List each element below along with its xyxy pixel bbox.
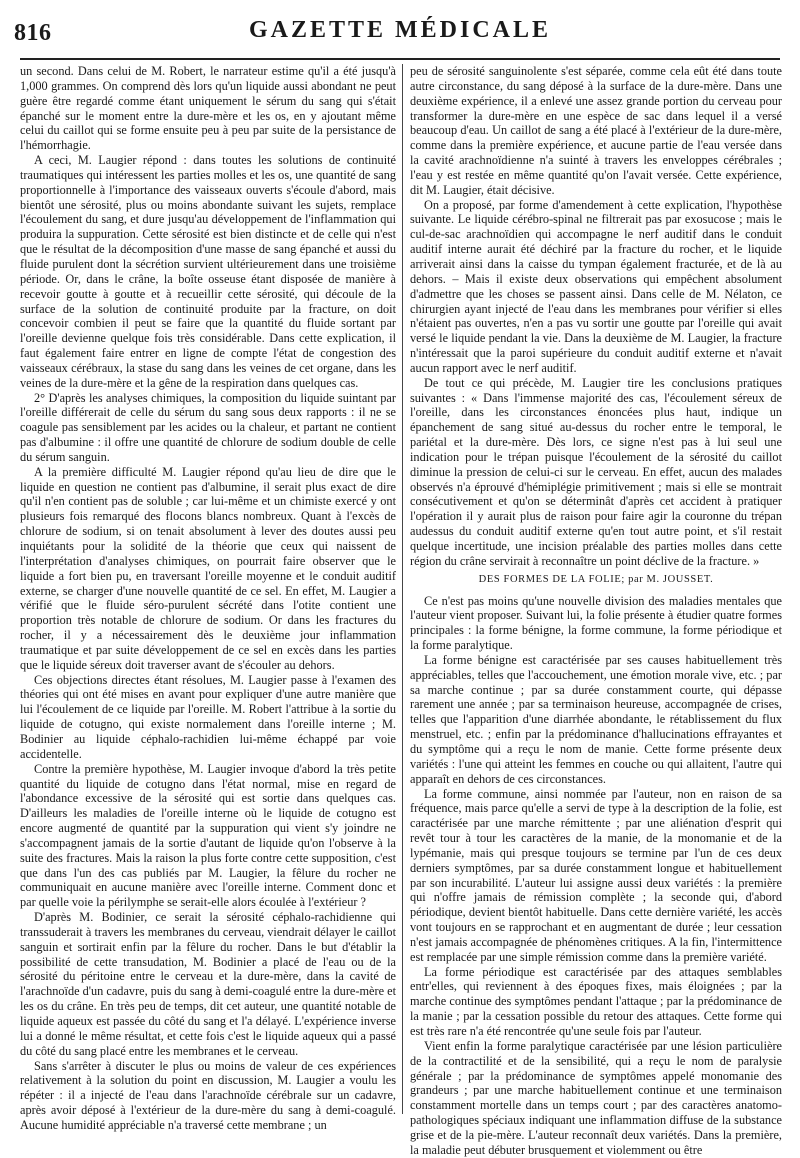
article-paragraph: A ceci, M. Laugier répond : dans toutes les solutions de continuité traumatiques qui intéressent les parties molles et les os, une quantité de sang proportionnelle à l'importance des vaisseaux ouverts s'écoule d'abord, mais bientôt une sérosité, plus ou moins abondante suivant les sujets, remplace l'écoulement du sang, et dure jusqu'au développement de l'inflammation qui produira la suppuration. Cette sérosité est bien distincte et de celle qui n'est que le résultat de la décomposition d'une masse de sang épanché et aussi du fluide purulent dont la sécrétion survient ultérieurement dans une troisième période. Or, dans le crâne, la boîte osseuse étant disposée de manière à recevoir goutte à goutte et à recueillir cette sérosité, qui découle de la surface de la solution de continuité produite par la fracture, on doit concevoir combien il peut se faire que la quantité du fluide sortant par l'oreille devienne quelque fois très considérable. Dans cette explication, il faut également faire entrer en ligne de compte l'état de congestion des vaisseaux cérébraux, la stase du sang dans les veines de cet organe, dans les veines de la dure-mère et la gêne de la respiration dans quelques cas. (20, 153, 396, 390)
section-byline: ; par M. JOUSSET. (621, 573, 714, 585)
article-paragraph: Ces objections directes étant résolues, M. Laugier passe à l'examen des théories qui ont été mises en avant pour expliquer d'une autre manière que lui l'écoulement de ce liquide par l'oreille. M. Robert l'attribue à la sortie du liquide de cotugno, qui existe normalement dans l'oreille interne ; M. Bodinier au liquide céphalo-rachidien lui-même échappé par voie accidentelle. (20, 672, 396, 761)
article-paragraph: Sans s'arrêter à discuter le plus ou moins de valeur de ces expériences relativement à la solution du point en discussion, M. Laugier a voulu les répéter : il a injecté de l'eau dans l'arachnoïde cérébrale sur un cadavre, après avoir déposé à l'extérieur de la dure-mère du sang à demi-coagulé. Aucune humidité appréciable n'a traversé cette membrane ; un (20, 1058, 396, 1132)
section-heading (410, 573, 782, 588)
right-column (410, 64, 782, 1158)
article-paragraph: La forme périodique est caractérisée par des attaques semblables entr'elles, qui reviennent à des époques fixes, mais éloignées ; par la marche continue des symptômes pendant l'attaque ; par la prédominance de la manie ; par la cessation possible du retour des attaques. Cette forme qui est très rare n'a été rencontrée qu'une seule fois par l'auteur. (410, 964, 782, 1038)
page-header (0, 0, 800, 62)
article-paragraph: A la première difficulté M. Laugier répond qu'au lieu de dire que le liquide en question ne contient pas d'albumine, il serait plus exact de dire qu'il n'en contient pas de soluble ; car lui-même et un chimiste exercé y ont plusieurs fois remarqué des flocons blancs nombreux. Quant à l'excès de chlorure de sodium, si on tenait absolument à lever des doutes aussi peu inquiétants pour la solidité de la théorie que ceux qui naissent de l'interprétation d'analyses chimiques, on pourrait faire observer que le liquide a fort bien pu, en traversant l'oreille moyenne et le conduit auditif externe, se charger d'une nouvelle quantité de ce sel. En effet, M. Laugier a vérifié que le fluide séro-purulent sécrété dans l'otite contient une proportion très notable de chlorure de sodium. Or dans les fractures du rocher, il y a nécessairement dès le deuxième jour inflammation traumatique et par suite développement de ce sel en excès dans les parties que le liquide séreux doit traverser avant de s'écouler au dehors. (20, 464, 396, 672)
article-paragraph: Ce n'est pas moins qu'une nouvelle division des maladies mentales que l'auteur vient proposer. Suivant lui, la folie présente à étudier quatre formes principales : la forme bénigne, la forme commune, la forme périodique et la forme paralytique. (410, 593, 782, 653)
column-divider (402, 64, 403, 1114)
article-paragraph: On a proposé, par forme d'amendement à cette explication, l'hypothèse suivante. Le liquide cérébro-spinal ne filtrerait pas par exosucose ; mais le cul-de-sac arachnoïdien qui accompagne le nerf auditif dans le conduit auditif interne aurait été déchiré par la fracture du rocher, et le liquide arriverait ainsi dans la caisse du tympan également fracturée, et de là au dehors. – Mais il existe deux observations qui empêchent absolument d'admettre que les choses se passent ainsi. Dans celle de M. Nélaton, ce chirurgien ayant injecté de l'eau dans les membranes pour vérifier si elles n'étaient pas ouvertes, n'en a pas vu sortir une goutte par l'oreille qui avait versé le liquide pendant la vie. Dans la deuxième de M. Laugier, la fracture n'intéressait que la paroi supérieure du conduit auditif externe et n'avait aucun rapport avec le nerf auditif. (410, 197, 782, 375)
section-title: DES FORMES DE LA FOLIE (478, 573, 622, 585)
article-paragraph: De tout ce qui précède, M. Laugier tire les conclusions pratiques suivantes : « Dans l'immense majorité des cas, l'écoulement séreux de l'oreille, dans les circonstances énoncées plus haut, indique un épanchement de sang situé au-dessus du rocher entre le temporal, le pariétal et la dure-mère. Dès lors, ce signe n'est pas à lui seul une indication pour le trépan puisque l'écoulement de la sérosité du caillot diminue la pression de celui-ci sur le cerveau. En effet, aucun des malades observés n'a éprouvé d'hémiplégie primitivement ; mais si elle se montrait consécutivement et qu'on se déterminât d'après cet accident à pratiquer l'opération il y aurait plus de raison pour faire agir la couronne du trépan audessus du conduit auditif externe qu'en tout autre point, et s'il restait quelque incertitude, une incision préalable des parties molles dans cette région du crâne servirait à reconnaître un point déclive de la fracture. » (410, 375, 782, 568)
article-paragraph: Vient enfin la forme paralytique caractérisée par une lésion particulière de la contractilité et de la sensibilité, qui a reçu le nom de paralysie générale ; par la prédominance de symptômes appelé monomanie des grandeurs ; par une marche habituellement continue et une terminaison constamment mortelle dans un temps court ; par des caractères anatomo-pathologiques spéciaux indiquant une inflammation diffuse de la substance grise et de la pie-mère. L'auteur reconnaît deux variétés. Dans la première, la maladie peut débuter brusquement et violemment ou être (410, 1038, 782, 1157)
article-paragraph: peu de sérosité sanguinolente s'est séparée, comme cela eût été dans toute autre circonstance, du sang déposé à la surface de la dure-mère. Dans une deuxième expérience, il a enlevé une assez grande portion du cerveau pour transformer la dure-mère en une espèce de sac dans lequel il a versé beaucoup d'eau. Un caillot de sang a été placé à l'extérieur de la dure-mère, comme dans la première expérience, et aucune partie de l'eau versée dans la cavité arachnoïdienne n'a suinté à travers les enveloppes cérébrales ; l'eau y est restée en même quantité qu'on l'avait versée. Cette expérience, dit M. Laugier, était décisive. (410, 64, 782, 197)
article-paragraph: Contre la première hypothèse, M. Laugier invoque d'abord la très petite quantité du liquide de cotugno dans l'état normal, mise en regard de l'abondance excessive de la sérosité qui est sortie dans quelques cas. D'ailleurs les maladies de l'oreille interne où le liquide de cotugno est encore augmenté de quantité par la suppuration qui vient s'y joindre ne s'accompagnent jamais de la sortie d'autant de liquide qu'on l'observe à la suite des fractures. Mais la raison la plus forte contre cette supposition, c'est que dans l'un des cas publiés par M. Laugier, la fêlure du rocher ne communiquait en aucune manière avec l'oreille interne. Comment donc et par quelle voie la périlymphe se serait-elle alors écoulée à l'extérieur ? (20, 761, 396, 910)
article-paragraph: D'après M. Bodinier, ce serait la sérosité céphalo-rachidienne qui transsuderait à travers les membranes du cerveau, viendrait délayer le caillot sanguin et sortirait enfin par la fêlure du rocher. Dans le but d'établir la possibilité de cette transudation, M. Bodinier a placé de l'eau ou de la sérosité du péritoine entre le cerveau et la dure-mère, dans la cavité de l'arachnoïde d'un cadavre, puis du sang à demi-coagulé entre la dure-mère et les os du crâne. En très peu de temps, dit cet auteur, une quantité notable de liquide aqueux est passée du côté du sang et l'a délayé. L'expérience inverse lui a donné le même résultat, et cette fois c'est le liquide aqueux qui a passé du côté du sang placé entre les membranes et le cerveau. (20, 910, 396, 1058)
header-rule (20, 58, 780, 60)
article-paragraph: La forme commune, ainsi nommée par l'auteur, non en raison de sa fréquence, mais parce qu'elle a servi de type à la description de la folie, est caractérisée par une marche rémittente ; par une aliénation d'esprit qui revêt tour à tour les caractères de la manie, de la monomanie et de la lypémanie, mais qui presque toujours se termine par l'un de ces deux derniers symptômes, par sa durée constamment longue et habituellement par son incurabilité. L'auteur lui assigne aussi deux variétés : la première qui n'offre jamais de rémission complète ; la seconde qui, d'abord périodique, devient bientôt habituelle. Dans cette dernière variété, les accès vont toujours en se rapprochant et en augmentant de durée ; leur cessation n'est jamais accompagnée de phénomènes critiques. A la fin, l'intermittence est remplacée par une simple rémission comme dans la première variété. (410, 786, 782, 964)
left-column (20, 64, 396, 1133)
article-paragraph: 2° D'après les analyses chimiques, la composition du liquide suintant par l'oreille différerait de celle du sérum du sang sous deux rapports : il ne se coagule pas sensiblement par les acides ou la chaleur, et partant ne contient pas d'albumine : il offre une quantité de chlorure de sodium double de celle du sérum sanguin. (20, 390, 396, 464)
journal-title: GAZETTE MÉDICALE (248, 17, 552, 43)
page-number: 816 (14, 20, 52, 46)
article-paragraph: un second. Dans celui de M. Robert, le narrateur estime qu'il a été jusqu'à 1,000 grammes. On comprend dès lors qu'un liquide aussi abondant ne peut guère être regardé comme étant uniquement le sérum du sang qui s'était épanché sur le moment entre la dure-mère et les os, en y ajoutant même celui du caillot qui se forme ensuite peu à peu par suite de la persistance de l'hémorrhagie. (20, 64, 396, 153)
article-paragraph: La forme bénigne est caractérisée par ses causes habituellement très appréciables, telles que l'accouchement, une émotion morale vive, etc. ; par sa marche continue ; par sa durée constamment courte, qui dépasse rarement une année ; par sa terminaison heureuse, accompagnée de crises, telles que l'apparition d'une diarrhée abondante, le rétablissement du flux menstruel, etc. ; enfin par la prédominance d'hallucinations effrayantes et du symptôme qui a reçu le nom de manie. Cette forme présente deux variétés : l'une qui atteint les femmes en couche ou qui allaitent, l'autre qui apparaît en dehors de ces circonstances. (410, 652, 782, 786)
